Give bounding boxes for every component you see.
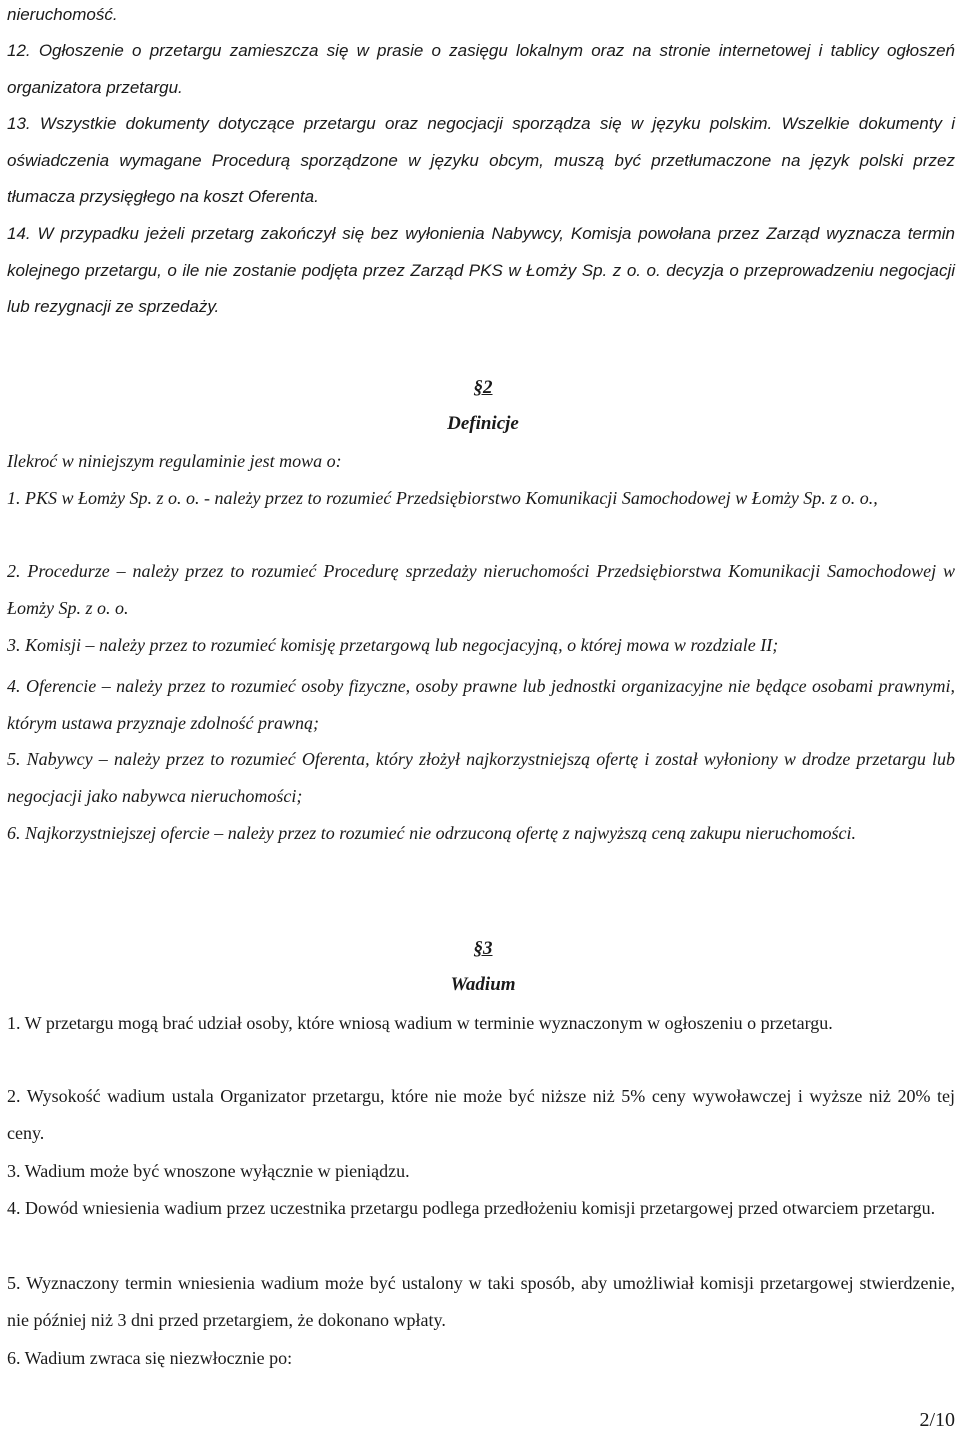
definition-item-5: 5. Nabywcy – należy przez to rozumieć Oferenta, który złożył najkorzystniejszą ofertę i został wyłoniony w drodze przetargu lub negocjacji jako nabywca nieruchomości; [7,749,955,806]
definition-item-6: 6. Najkorzystniejszej ofercie – należy przez to rozumieć nie odrzuconą ofertę z najwyższą ceną zakupu nieruchomości. [7,823,857,843]
definition-item-4: 4. Oferencie – należy przez to rozumieć osoby fizyczne, osoby prawne lub jednostki organizacyjne nie będące osobami prawnymi, którym ustawa przyznaje zdolność prawną; [7,676,955,733]
section-3-title: Wadium [450,974,516,995]
section-2-number: §2 [473,377,493,398]
section-2-intro: Ilekroć w niniejszym regulaminie jest mowa o: [7,451,342,471]
page-number: 2/10 [919,1409,955,1431]
section-3-number: §3 [473,938,493,959]
section-3-heading [383,931,583,1003]
wadium-item-5: 5. Wyznaczony termin wniesienia wadium może być ustalony w taki sposób, aby umożliwiał komisji przetargowej stwierdzenie, nie później niż 3 dni przed przetargiem, że dokonano wpłaty. [7,1273,955,1330]
wadium-item-6: 6. Wadium zwraca się niezwłocznie po: [7,1348,293,1368]
paragraph-13: 13. Wszystkie dokumenty dotyczące przetargu oraz negocjacji sporządza się w języku polskim. Wszelkie dokumenty i oświadczenia wymagane Procedurą sporządzone w języku obcym, muszą być przetłumaczone na język polski przez tłumacza przysięgłego na koszt Oferenta. [7,114,955,206]
wadium-item-2: 2. Wysokość wadium ustala Organizator przetargu, które nie może być niższe niż 5% ceny wywoławczej i wyższe niż 20% tej ceny. [7,1086,955,1143]
definition-item-2: 2. Procedurze – należy przez to rozumieć Procedurę sprzedaży nieruchomości Przedsiębiorstwa Komunikacji Samochodowej w Łomży Sp. z o. o. [7,561,955,618]
definition-item-1: 1. PKS w Łomży Sp. z o. o. - należy przez to rozumieć Przedsiębiorstwo Komunikacji Samochodowej w Łomży Sp. z o. o., [7,488,878,508]
definition-item-3: 3. Komisji – należy przez to rozumieć komisję przetargową lub negocjacyjną, o której mowa w rozdziale II; [7,635,779,655]
paragraph-continuation: nieruchomość. [7,5,118,24]
paragraph-14: 14. W przypadku jeżeli przetarg zakończył się bez wyłonienia Nabywcy, Komisja powołana przez Zarząd wyznacza termin kolejnego przetargu, o ile nie zostanie podjęta przez Zarząd PKS w Łomży Sp. z o. o. decyzja o przeprowadzeniu negocjacji lub rezygnacji ze sprzedaży. [7,224,955,316]
wadium-item-3: 3. Wadium może być wnoszone wyłącznie w pieniądzu. [7,1161,410,1181]
section-2-title: Definicje [447,413,519,434]
paragraph-12: 12. Ogłoszenie o przetargu zamieszcza się w prasie o zasięgu lokalnym oraz na stronie internetowej i tablicy ogłoszeń organizatora przetargu. [7,41,955,97]
wadium-item-4: 4. Dowód wniesienia wadium przez uczestnika przetargu podlega przedłożeniu komisji przetargowej przed otwarciem przetargu. [7,1198,936,1218]
wadium-item-1: 1. W przetargu mogą brać udział osoby, które wniosą wadium w terminie wyznaczonym w ogłoszeniu o przetargu. [7,1013,833,1033]
section-2-heading [383,370,583,442]
